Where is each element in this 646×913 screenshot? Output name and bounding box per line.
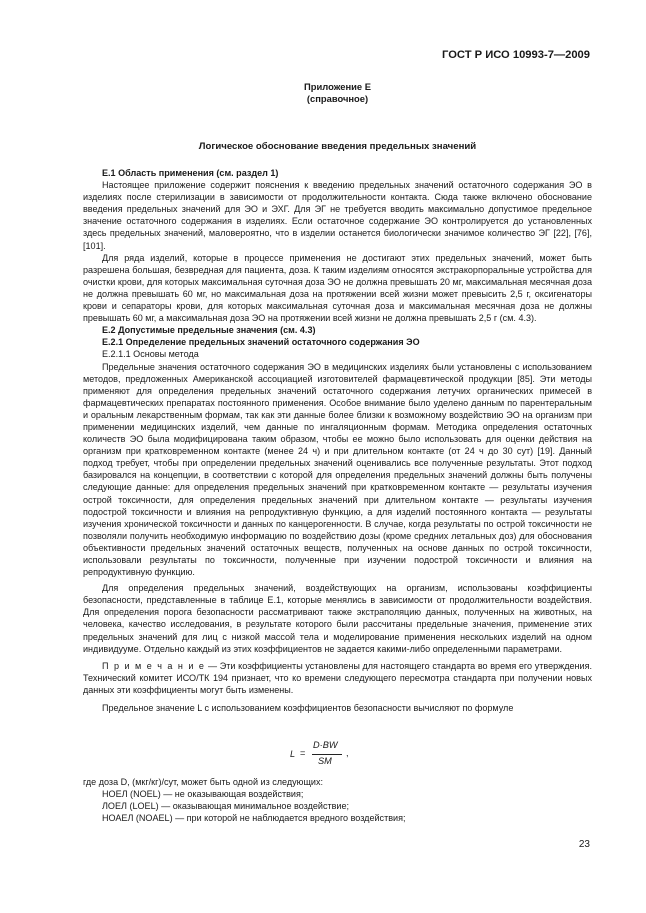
section-heading-e21: Е.2.1 Определение предельных значений остаточного содержания ЭО (102, 337, 420, 348)
formula-intro: Предельное значение L с использованием коэффициентов безопасности вычисляют по формуле (102, 703, 514, 714)
paragraph-e1-2: Для ряда изделий, которые в процессе применения не достигают этих предельных значений, может быть разрешена большая, безвредная для пациента, доза. К таким изделиям относятся экстракорпоральные устройства для очистки крови, для которых максимальная суточная доза ЭО не должна превышать 20 мг, максимальная месячная доза не должна превышать 60 мг, но максимальная доза на протяжении всей жизни может превысить 2,5 г, оксигенаторы крови и сепараторы крови, для которых максимальная суточная доза и максимальная месячная доза не должны превышать 60 мг, а максимальная доза ЭО на протяжении всей жизни не должна превышать 2,5 г (см. 4.3). (83, 252, 592, 324)
dose-item: ЛОЕЛ (LOEL) — оказывающая минимальное воздействие; (102, 801, 350, 812)
dose-definitions (83, 776, 592, 824)
section-heading-e211: Е.2.1.1 Основы метода (102, 349, 199, 360)
safety-limit-formula (290, 740, 360, 770)
formula-lhs: L (290, 749, 296, 759)
formula-denominator: SM (318, 756, 332, 766)
formula-equals: = (300, 748, 306, 758)
fraction-bar (312, 754, 342, 755)
appendix-heading (83, 81, 592, 105)
note (83, 660, 592, 696)
note-label: П р и м е ч а н и е (102, 660, 206, 671)
dose-item: НОЕЛ (NOEL) — не оказывающая воздействия; (102, 789, 304, 800)
formula-comma: , (346, 748, 349, 758)
paragraph-e1-1: Настоящее приложение содержит пояснения к введению предельных значений остаточного содержания ЭО в изделиях после стерилизации в зависимости от продолжительности контакта. Сюда также включено обоснование введения предельных значений для ЭО и ЭХГ. Для ЭГ не требуется вводить максимально допустимое предельное значение остаточного содержания в изделиях. Если остаточное содержание ЭО контролируется до установленных здесь предельных значений, маловероятно, что в изделии останется биологически значимое количество ЭГ [22], [76], [101]. (83, 180, 592, 251)
appendix-label: Приложение Е (304, 81, 371, 92)
section-e1 (83, 167, 592, 714)
section-heading-e1: Е.1 Область применения (см. раздел 1) (102, 168, 279, 178)
paragraph-e211-2: Для определения предельных значений, воздействующих на организм, использованы коэффициенты безопасности, представленные в таблице Е.1, которые менялись в зависимости от продолжительности воздействия. Для определения порога безопасности рассматривают также экстраполяцию данных, полученных на животных, на человека, качество исследования, в результате которого были рассчитаны предельные значения, применение этих предельных значений для лиц с низкой массой тела и моделирование применения нескольких изделий на одном индивидууме. Отдельно каждый из этих коэффициентов не задается какими-либо определенными параметрами. (83, 583, 592, 654)
formula-numerator: D·BW (313, 740, 338, 750)
dose-item: НОАЕЛ (NOAEL) — при которой не наблюдается вредного воздействия; (102, 813, 406, 824)
paragraph-e211-1: Предельные значения остаточного содержания ЭО в медицинских изделиях были установлены с использованием методов, предложенных Американской ассоциацией изготовителей фармацевтической продукции [85]. Эти методы применяют для определения предельных значений остаточного содержания летучих органических примесей в фармацевтических препаратах постоянного применения. Особое внимание было уделено данным по парентеральным и оральным лекарственным формам, так как эти данные более близки к возможному воздействию ЭО на организм при применении медицинских изделий, чем данные по ингаляционным формам. Методика определения остаточных количеств ЭО была модифицирована таким образом, чтобы ее можно было использовать для оценки действия на организм при кратковременном контакте (менее 24 ч) и при длительном контакте (от 24 ч до 30 сут) [19]. Данный подход требует, чтобы при определении предельных значений оценивались все полученные результаты. Этот подход базировался на концепции, в соответствии с которой для определения предельных значений должны быть получены следующие данные: для определения предельных значений при кратковременном контакте — результаты изучения острой токсичности, для определения предельных значений при длительном контакте — результаты изучения подострой токсичности и влияния на репродуктивную функцию, а для изделий постоянного контакта — результаты изучения хронической токсичности и данных по канцерогенности. В случае, когда результаты по острой токсичности не позволяли получить необходимую информацию по воздействию дозы (кроме средних летальных доз) для обоснования объективности предельных значений остаточных веществ, полученных на основе данных по острой токсичности, использовали результаты по токсичности, полученные при изучении подострой токсичности и влияния на репродуктивную функцию. (83, 361, 592, 578)
note-text: — Эти коэффициенты установлены для настоящего стандарта во время его утверждения. Технический комитет ИСО/ТК 194 признает, что ко времени следующего пересмотра стандарта при получении новых данных эти коэффициенты могут быть изменены. (83, 660, 592, 695)
page-number: 23 (578, 839, 590, 850)
appendix-type: (справочное) (306, 93, 369, 104)
page-title: Логическое обоснование введения предельных значений (198, 141, 477, 152)
dose-intro: где доза D, (мкг/кг)/сут, может быть одной из следующих: (83, 777, 324, 787)
section-heading-e2: Е.2 Допустимые предельные значения (см. 4.3) (102, 325, 316, 336)
standard-header: ГОСТ Р ИСО 10993-7—2009 (442, 49, 590, 61)
